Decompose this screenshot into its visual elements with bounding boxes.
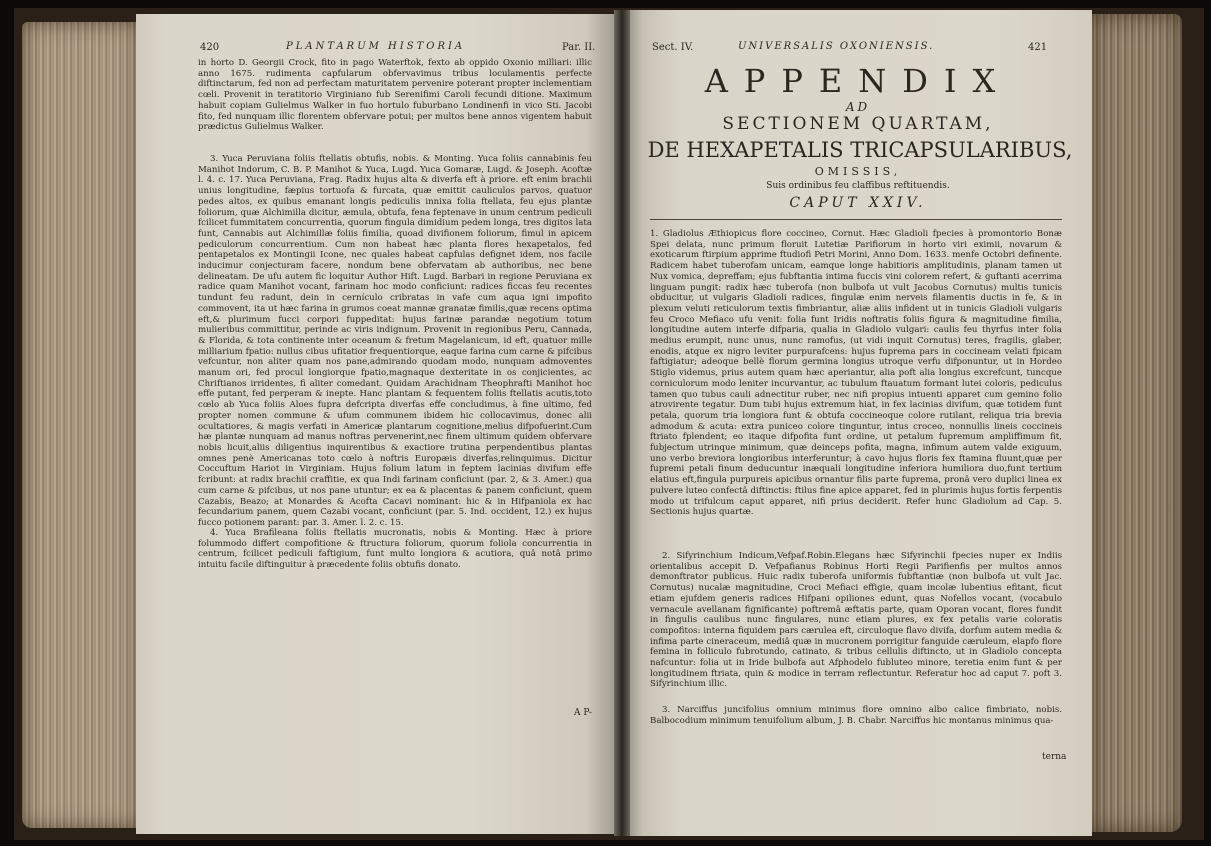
page-edges-left [22, 22, 140, 828]
chapter-heading: CAPUT XXIV. [789, 195, 927, 211]
right-paragraph-3: 3. Narciffus juncifolius omnium minimus flore omnino albo calice fimbriato, nobis. Balbocodium minimum tenuifolium album, J. B. Chabr. Narciffus hic montanus minimus qua- [650, 705, 1062, 726]
right-paragraph-2: 2. Sifyrinchium Indicum,Vefpaf.Robin.Elegans hæc Sifyrinchii fpecies nuper ex Indiis orientalibus accepit D. Vefpafianus Robinus Horti Regii Parifienfis per multos annos demonftrator publicus. Huic radix tuberofa uniformis fubftantiæ (non bulbofa ut vult Jac. Cornutus) nucalæ magnitudine, Croci Mefiaci effigie, quam incolæ lubentius efitant, ficut etiam ejufdem generis radices Hifpani opiliones edunt, quas Nofellos vocant, (vocabulo vernacule avellanam fignificante) poftremâ æftatis parte, quam Oporan vocant, flores fundit in fingulis caulibus nunc fingulares, nunc etiam plures, ex fex petalis varie coloratis compofitos: interna fiquidem pars cærulea eft, circuloque flavo divifa, dorfum autem media & infima parte cineraceum, mediâ quæ in mucronem porrigitur fanguide cæruleum, elapfo flore femina in folliculo fubrotundo, catinato, & tribus cellulis diftincto, ut in Gladiolo concepta nafcuntur: folia ut in Iride bulbofa aut Afphodelo fubluteo minore, teretia enim funt & per longitudinem ftriata, quin & modice in terram reflectuntur. Referatur hoc ad caput 7. poft 3. Sifyrinchium illic. [650, 551, 1062, 690]
left-paragraph-1: in horto D. Georgii Crock, fito in pago Waterftok, fexto ab oppido Oxonio milliari: illic anno 1675. rudimenta capfularum obfervavimus tribus loculamentis perfecte diftinctarum, fed non ad perfectam maturitatem pervenire poterant propter inclementiam cœli. Provenit in teratitorio Virginiano fub Serenifimi Caroli fecundi ditione. Maximum habuit copiam Gulielmus Walker in fuo hortulo fuburbano Londinenfi in vico Sti. Jacobi fito, fed nunquam illic florentem obfervare potui; per multos bene annos vigentem habuit prædictus Gulielmus Walker. [198, 58, 592, 133]
left-running-title: PLANTARUM HISTORIA [286, 41, 466, 52]
book-gutter [614, 10, 630, 836]
left-page-number: 420 [200, 42, 220, 53]
right-running-title: UNIVERSALIS OXONIENSIS. [738, 41, 935, 52]
left-paragraph-3: 4. Yuca Brafileana foliis ftellatis mucronatis, nobis & Monting. Hæc à priore folummodo differt compofitione & ftructura foliorum, quorum foliola concurrentia in centrum, fcilicet pediculi faftigium, funt multo longiora & acutiora, quâ notâ primo intuitu facile diftinguitur à præcedente foliis obtufis donato. [198, 528, 592, 571]
title-main: DE HEXAPETALIS TRICAPSULARIBUS, [647, 138, 1073, 162]
left-catchword: A P- [574, 708, 592, 718]
right-catchword: terna [1042, 752, 1067, 762]
title-subtitle: Suis ordinibus feu claffibus reftituendis. [766, 181, 950, 191]
title-ad: AD [845, 100, 871, 114]
heading-rule [650, 219, 1062, 220]
right-page-number: 421 [1028, 42, 1048, 53]
right-paragraph-1: 1. Gladiolus Æthiopicus flore coccineo, Cornut. Hæc Gladioli fpecies à promontorio Bonæ Spei delata, nunc primum floruit Lutetiæ Parifiorum in horto viri eximii, novarum & exoticarum ftirpium apprime ftudiofi Petri Morini, Anno Dom. 1633. menfe Octobri definente. Radicem habet tuberofam unicam, eamque longe habitioris amplitudinis, planam tamen ut Nux vomica, depreffam; ejus fubftantia intima fuccis vini colorem refert, & guftanti acerrima linguam pungit: radix hæc tuberofa (non bulbofa ut vult Jacobus Cornutus) multis tunicis obducitur, ut vulgaris Gladioli radices, fingulæ enim nerveis filamentis ductis in fe, & in plexum veluti reticulorum textis fimbriantur, aliæ aliis infident ut in tunicis Gladioli vulgaris feu Croco Mefiaco ufu venit: folia funt Iridis noftratis foliis figura & magnitudine fimilia, longitudine autem interfe difparia, qualia in Gladiolo vulgari: caulis feu thyrfus inter folia medius erumpit, nunc unus, nunc ramofus, (ut vidi inquit Cornutus) teres, fragilis, glaber, enodis, atque ex nigro leviter purpurafcens: hujus fuprema pars in coccineam velati fpicam faftigiatur; adeoque bellè florum germina longius utroque verfu difponuntur, ut in Hordeo Stiglo videmus, prius autem quam hæc aperiantur, alia poft alia longius excrefcunt, tuncque corniculorum modo leniter incurvantur, ac tubulum ftauatum formant lutei coloris, pediculus tamen quo tubus cauli adnectitur ruber, nec nifi propius intuenti apparet cum gemino folio atrovirente tegatur. Dum tubi hujus extremum hiat, in fex lacinias divifum, quæ totidem funt petala, quorum tria longiora funt & obtufa coccineoque colore rutilant, reliqua tria brevia admodum & acuta: extra puniceo colore tinguntur, intus croceo, nonnullis lineis coccineis ftriato fplendent; eo itaque difpofita funt ordine, ut petalum fupremum ampliffimum fit, fubjectum utrinque minimum, quæ deinceps pofita, magna, infimum autem valde exiguum, uno verbo breviora longioribus interferuntur; à cavo hujus floris fex ftamina fluunt,quæ per fupremi petali finum deducuntur inæquali longitudine inferiora humiliora duo,funt tertium elatius eft,fingula purpureis apicibus ornantur filis parte fuprema, pronâ vero duplici linea ex pulvere luteo confectâ diftinctis: ftilus fine apice apparet, fed in plurimis hujus fortis ferpentis modo ut trifulcum caput apparet, nifi prius deciderit. Refer hunc Gladiolum ad Cap. 5. Sectionis hujus quartæ. [650, 229, 1062, 518]
title-section: SECTIONEM QUARTAM, [722, 114, 994, 134]
title-omissis: OMISSIS, [814, 165, 902, 178]
left-section-mark: Par. II. [562, 42, 596, 53]
right-section-mark: Sect. IV. [652, 42, 694, 53]
title-appendix: APPENDIX [704, 62, 1012, 100]
left-paragraph-2: 3. Yuca Peruviana foliis ftellatis obtufis, nobis. & Monting. Yuca foliis cannabinis feu Manihot Indorum, C. B. P. Manihot & Yuca, Lugd. Yuca Gomaræ, Lugd. & Joseph. Acoftæ l. 4. c. 17. Yuca Peruviana, Frag. Radix hujus alta & diverfa eft à priore. eft enim brachii unius longitudine, fæpius tortuofa & furcata, quæ emittit cauliculos parvos, quatuor pedes altos, ex quibus emanant longis pediculis innixa folia ftellata, feu ejus plantæ foliorum, quæ Alchimilla dicitur, æmula, obtufa, fena feptenave in unum centrum pediculi fcilicet fummitatem concurrentia, quorum fingula dimidium pedem longa, tres digitos lata funt, Cannabis aut Alchimillæ foliis fimilia, quoad divifionem foliorum, fimul in apicem pediculorum concurrentium. Cum non habeat hæc planta flores hexapetalos, fed pentapetalos ex Montingii Icone, nec quales habeat capfulas defignet idem, nos facile inducimur conjecturam facere, nondum bene obfervatam ab authoribus, nec bene delineatam. De ufu autem fic loquitur Author Hift. Lugd. Barbari in regione Peruviana ex radice quam Manihot vocant, farinam hoc modo conficiunt: radices ficcas feu recentes tundunt feu radunt, dein in cernículo cribratas in vafe cum aqua igni impofito commovent, ita ut hæc farina in grumos coeat mannæ granatæ fimilis,quæ recens optima eft,& plurimum fucci corpori fuppeditat: hujus farinæ parandæ negotium totum mulieribus committitur, perinde ac viris indignum. Provenit in regionibus Peru, Cannada, & Florida, & tota continente inter oceanum & fretum Magelanicum, id eft, quatuor mille milliarium fpatio: nullus cibus ufitatior frequentiorque, eaque farina cum carne & pifcibus vefcuntur, non aliter quam nos pane,admirando quodam modo, nunquam admoventes manum ori, fed procul longiorque fpatio,magnaque dexteritate in os conjicientes, ac Chriftianos irridentes, fi aliter comedant. Quidam Arachidnam Theophrafti Manihot hoc effe putant, fed perperam & inepte. Hanc plantam & fequentem foliis ftellatis acutis,toto cœlo ab Yuca foliis Aloes fupra defcripta diverfas effe concludimus, à fine ultimo, fed propter nomen commune & ufum communem ibidem hic collocavimus, donec alii ocultatiores, & magis verfati in Americæ plantarum cognitione,melius difpofuerint.Cum hæ plantæ nunquam ad manus noftras pervenerint,nec finem ultimum quidem obfervare nobis licuit,aliis diligentius inquirentibus & exactiore trutina perpendentibus plantas omnes penè Americanas toto cœlo à noftris Europæis diverfas,relinquimus. Dicitur Coccuftum Hariot in Virginiam. Hujus folium latum in feptem lacinias divifum effe fcribunt: at radix brachii craffitie, ex qua Indi farinam conficiunt (par. 2, & 3. Amer.) qua cum carne & pifcibus, ut nos pane utuntur; ex ea & placentas & panem conficiunt, quem Cazabis, Beazo; at Monardes & Acofta Cacavi nominant: hic & in Hifpaniola ex hac fecundarium panem, quem Cazabi vocant, conficiunt (par. 5. Ind. occident, 12.) ex hujus fucco potionem parant: par. 3. Amer. l. 2. c. 15. [198, 154, 592, 528]
page-edges-right [1090, 14, 1182, 832]
